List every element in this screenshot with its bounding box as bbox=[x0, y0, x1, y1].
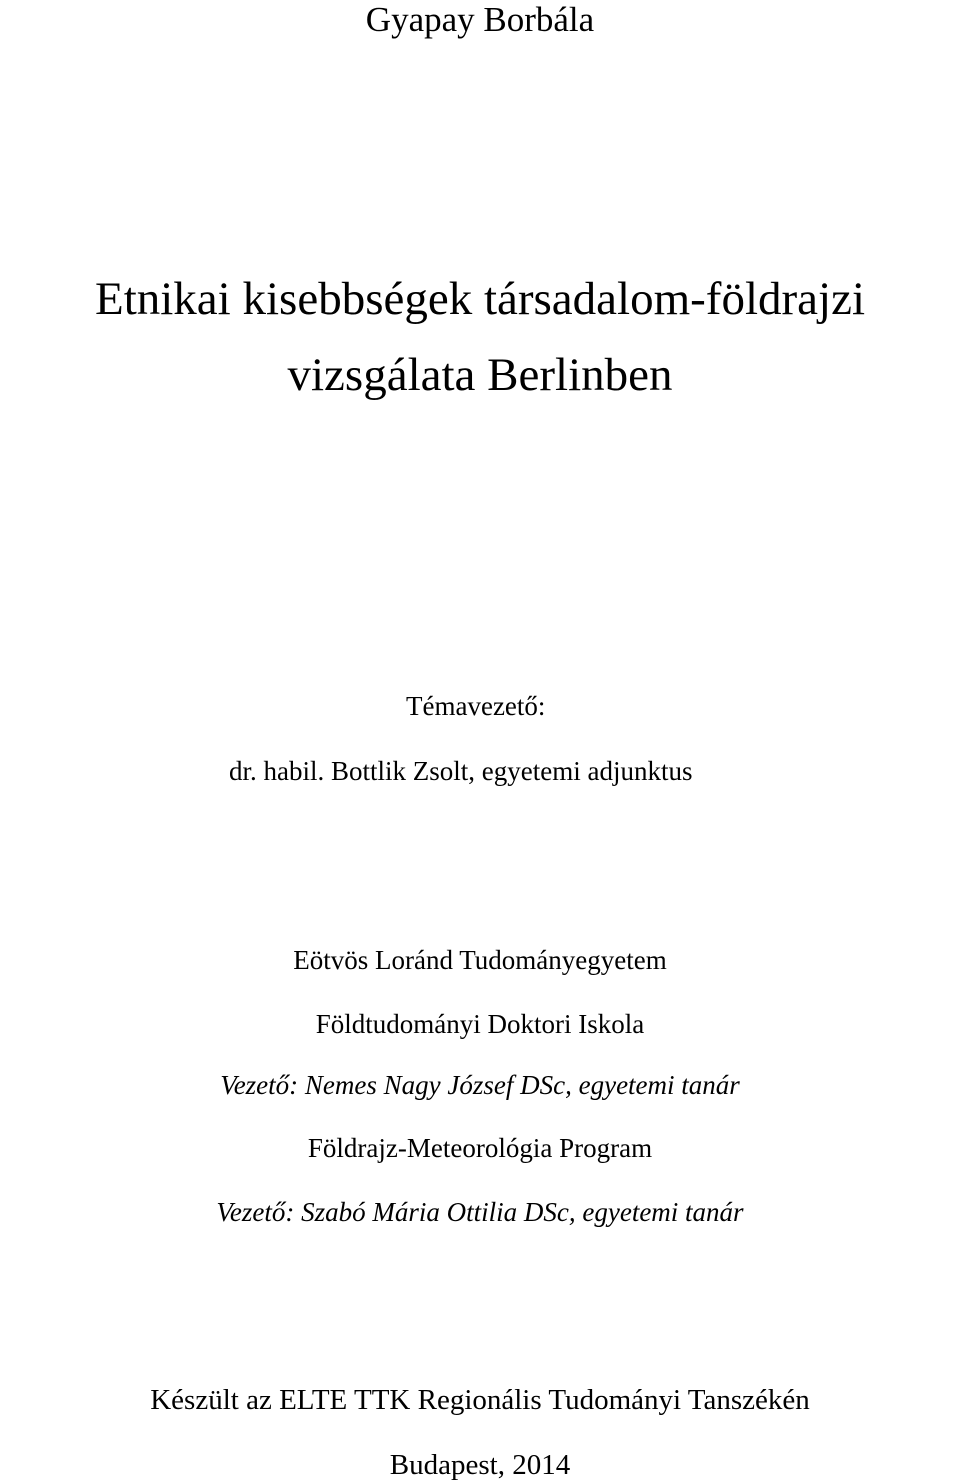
doctoral-program: Földrajz-Meteorológia Program bbox=[307, 1133, 653, 1163]
place-and-year: Budapest, 2014 bbox=[389, 1449, 571, 1481]
doctoral-school: Földtudományi Doktori Iskola bbox=[315, 1009, 645, 1039]
thesis-title-line-1: Etnikai kisebbségek társadalom-földrajzi bbox=[94, 273, 865, 325]
university-name: Eötvös Loránd Tudományegyetem bbox=[293, 945, 667, 975]
author-name: Gyapay Borbála bbox=[365, 0, 595, 39]
department-note: Készült az ELTE TTK Regionális Tudományi Tanszékén bbox=[150, 1384, 810, 1416]
doctoral-program-head: Vezető: Szabó Mária Ottilia DSc, egyetemi tanár bbox=[216, 1197, 744, 1227]
supervisor-label: Témavezető: bbox=[406, 691, 546, 721]
supervisor-name: dr. habil. Bottlik Zsolt, egyetemi adjunktus bbox=[229, 756, 693, 786]
doctoral-school-head: Vezető: Nemes Nagy József DSc, egyetemi tanár bbox=[220, 1070, 740, 1100]
thesis-title-line-2: vizsgálata Berlinben bbox=[287, 349, 673, 401]
